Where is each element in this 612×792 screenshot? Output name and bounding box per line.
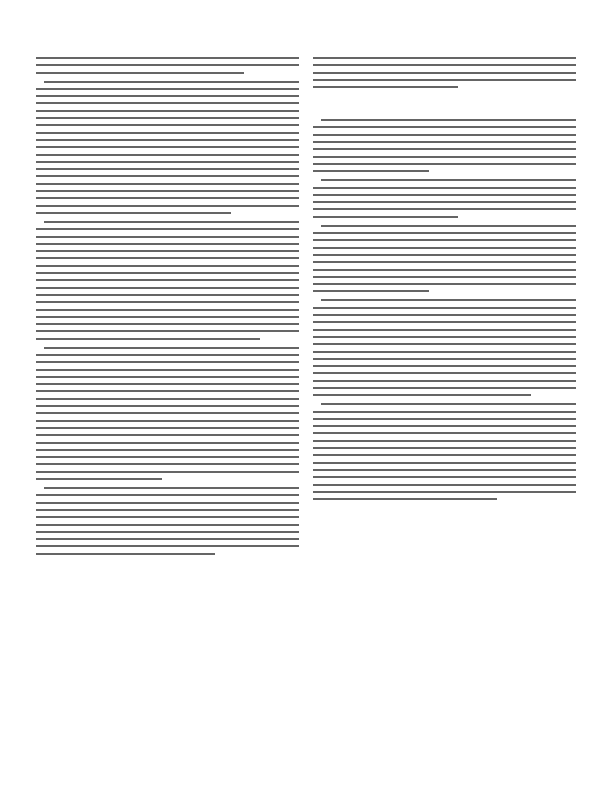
text-line <box>36 354 299 356</box>
text-line <box>313 484 576 486</box>
text-line <box>36 161 299 163</box>
text-line <box>313 336 576 338</box>
text-line <box>36 132 299 134</box>
text-line <box>313 126 576 128</box>
text-line <box>313 314 576 316</box>
text-line <box>36 212 231 214</box>
paragraph <box>313 403 576 500</box>
text-line <box>36 168 299 170</box>
text-line <box>313 163 576 165</box>
text-line <box>36 449 299 451</box>
text-line <box>313 254 576 256</box>
text-line <box>36 309 299 311</box>
paragraph <box>313 119 576 172</box>
text-line <box>36 64 299 66</box>
text-line <box>313 425 576 427</box>
text-line <box>36 175 299 177</box>
text-line <box>313 394 531 396</box>
text-line <box>313 276 576 278</box>
text-line <box>44 81 299 83</box>
text-line <box>36 531 299 533</box>
text-line <box>313 469 576 471</box>
text-line <box>313 141 576 143</box>
text-line <box>313 418 576 420</box>
text-line <box>321 403 576 405</box>
text-line <box>36 102 299 104</box>
text-line <box>36 110 299 112</box>
text-line <box>36 124 299 126</box>
text-line <box>313 462 576 464</box>
text-line <box>36 390 299 392</box>
text-line <box>313 79 576 81</box>
text-line <box>36 117 299 119</box>
text-line <box>36 509 299 511</box>
text-line <box>313 247 576 249</box>
paragraph <box>313 57 576 88</box>
text-line <box>36 442 299 444</box>
text-line <box>313 321 576 323</box>
text-line <box>313 447 576 449</box>
text-line <box>36 146 299 148</box>
text-line <box>36 434 299 436</box>
text-line <box>313 239 576 241</box>
body-columns <box>36 57 576 768</box>
text-line <box>313 194 576 196</box>
paragraph <box>36 81 299 214</box>
text-line <box>313 498 497 500</box>
text-line <box>313 329 576 331</box>
text-line <box>321 299 576 301</box>
text-line <box>36 197 299 199</box>
text-line <box>44 221 299 223</box>
text-line <box>36 154 299 156</box>
text-line <box>36 405 299 407</box>
text-line <box>36 190 299 192</box>
text-line <box>36 272 299 274</box>
text-line <box>313 432 576 434</box>
text-line <box>36 553 215 555</box>
text-line <box>313 216 458 218</box>
text-line <box>36 361 299 363</box>
text-line <box>313 148 576 150</box>
text-line <box>36 330 299 332</box>
text-line <box>313 491 576 493</box>
text-line <box>36 516 299 518</box>
section-heading <box>313 99 576 106</box>
text-line <box>36 257 299 259</box>
text-line <box>36 456 299 458</box>
text-line <box>313 134 576 136</box>
text-line <box>36 383 299 385</box>
text-line <box>36 471 299 473</box>
text-line <box>36 205 299 207</box>
text-line <box>36 427 299 429</box>
text-line <box>313 387 576 389</box>
text-line <box>36 398 299 400</box>
text-line <box>36 88 299 90</box>
text-line <box>36 236 299 238</box>
paragraph <box>313 179 576 217</box>
text-line <box>36 72 244 74</box>
text-line <box>36 183 299 185</box>
text-line <box>36 478 162 480</box>
text-line <box>321 179 576 181</box>
right-column <box>313 57 576 768</box>
text-line <box>44 487 299 489</box>
text-line <box>36 338 260 340</box>
text-line <box>36 323 299 325</box>
text-line <box>313 57 576 59</box>
left-column <box>36 57 299 768</box>
text-line <box>321 119 576 121</box>
text-line <box>36 376 299 378</box>
text-line <box>36 545 299 547</box>
text-line <box>36 463 299 465</box>
text-line <box>313 351 576 353</box>
text-line <box>36 279 299 281</box>
text-line <box>313 454 576 456</box>
paragraph <box>313 225 576 293</box>
text-line <box>36 494 299 496</box>
text-line <box>313 440 576 442</box>
paragraph <box>36 347 299 480</box>
text-line <box>313 64 576 66</box>
text-line <box>313 372 576 374</box>
text-line <box>313 358 576 360</box>
text-line <box>313 307 576 309</box>
text-line <box>36 369 299 371</box>
text-line <box>36 316 299 318</box>
paragraph <box>36 221 299 340</box>
text-line <box>36 294 299 296</box>
text-line <box>313 380 576 382</box>
text-line <box>313 411 576 413</box>
text-line <box>36 420 299 422</box>
text-line <box>313 343 576 345</box>
text-line <box>36 139 299 141</box>
paragraph <box>36 487 299 555</box>
text-line <box>36 502 299 504</box>
paragraph <box>313 299 576 396</box>
text-line <box>313 156 576 158</box>
running-head <box>36 30 576 40</box>
text-line <box>313 187 576 189</box>
text-line <box>321 225 576 227</box>
text-line <box>36 57 299 59</box>
text-line <box>36 412 299 414</box>
text-line <box>313 476 576 478</box>
text-line <box>313 283 576 285</box>
text-line <box>313 86 458 88</box>
text-line <box>313 261 576 263</box>
text-line <box>36 228 299 230</box>
text-line <box>44 347 299 349</box>
text-line <box>313 72 576 74</box>
text-line <box>313 232 576 234</box>
text-line <box>313 290 429 292</box>
text-line <box>313 269 576 271</box>
text-line <box>36 287 299 289</box>
text-line <box>36 250 299 252</box>
paragraph <box>36 57 299 74</box>
text-line <box>36 301 299 303</box>
text-line <box>36 524 299 526</box>
text-line <box>313 365 576 367</box>
text-line <box>36 265 299 267</box>
text-line <box>313 201 576 203</box>
text-line <box>36 243 299 245</box>
text-line <box>36 95 299 97</box>
text-line <box>313 208 576 210</box>
text-line <box>313 170 429 172</box>
text-line <box>36 538 299 540</box>
